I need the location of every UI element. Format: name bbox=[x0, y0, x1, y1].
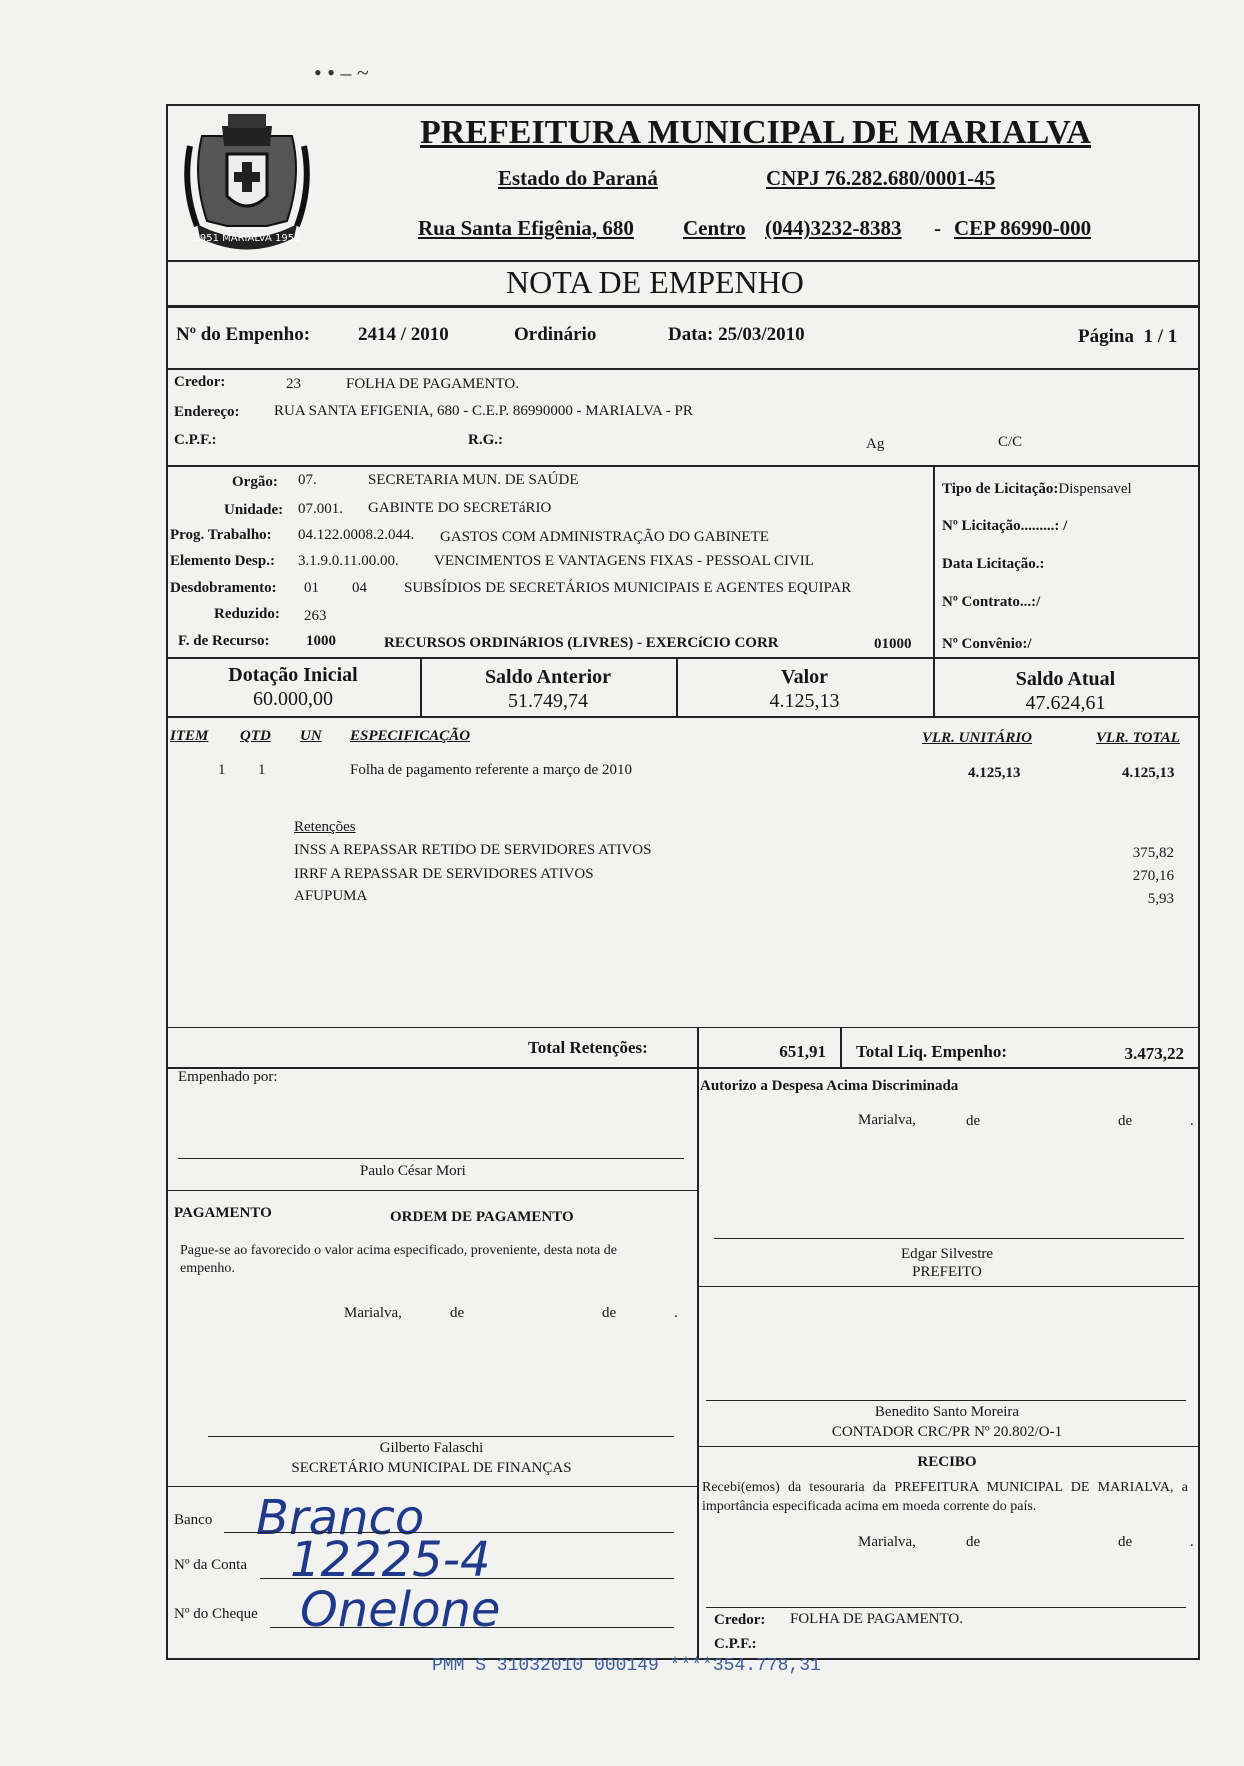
unidade-label: Unidade: bbox=[224, 502, 284, 518]
dotacao-label: Dotação Inicial bbox=[228, 664, 358, 686]
elemento-code: 3.1.9.0.11.00.00. bbox=[298, 553, 399, 569]
pague-text: Pague-se ao favorecido o valor acima especificado, proveniente, desta nota de empenho. bbox=[180, 1243, 617, 1276]
pagamento-label: PAGAMENTO bbox=[174, 1205, 272, 1221]
prog-name: GASTOS COM ADMINISTRAÇÃO DO GABINETE bbox=[440, 529, 769, 545]
recibo-de-2: de bbox=[1118, 1534, 1133, 1550]
recibo-credor-value: FOLHA DE PAGAMENTO. bbox=[790, 1611, 963, 1627]
recibo-city: Marialva, bbox=[858, 1534, 916, 1550]
reduzido-label: Reduzido: bbox=[214, 606, 280, 622]
ag-label: Ag bbox=[866, 436, 885, 452]
divider bbox=[166, 465, 1198, 467]
divider bbox=[166, 716, 1198, 718]
conta-handwritten: 12225-4 bbox=[290, 1532, 491, 1588]
prog-label: Prog. Trabalho: bbox=[170, 527, 272, 543]
cheque-handwritten: Onelone bbox=[300, 1582, 501, 1638]
prefeito-title: PREFEITO bbox=[912, 1264, 982, 1280]
orgao-name: SECRETARIA MUN. DE SAÚDE bbox=[368, 472, 579, 488]
autorizo-text: Autorizo a Despesa Acima Discriminada bbox=[700, 1078, 959, 1094]
orgao-code: 07. bbox=[298, 472, 317, 488]
empenhador-name: Paulo César Mori bbox=[360, 1163, 466, 1179]
recibo-cpf-label: C.P.F.: bbox=[714, 1636, 757, 1652]
recibo-text: Recebi(emos) da tesouraria da PREFEITURA MUNICIPAL DE MARIALVA, a importância especificada acima em moeda corrente do país. bbox=[702, 1480, 1188, 1514]
signature-line bbox=[714, 1238, 1184, 1239]
divider bbox=[166, 1027, 1198, 1028]
divider bbox=[697, 1067, 699, 1658]
cpf-label: C.P.F.: bbox=[174, 432, 217, 448]
total-liq-label: Total Liq. Empenho: bbox=[856, 1042, 1007, 1061]
elemento-name: VENCIMENTOS E VANTAGENS FIXAS - PESSOAL CIVIL bbox=[434, 553, 814, 569]
total-retencoes-label: Total Retenções: bbox=[528, 1038, 648, 1057]
numero-licitacao: Nº Licitação.........: / bbox=[942, 518, 1068, 534]
scan-mark: • • – ~ bbox=[314, 60, 369, 85]
autorizo-de-1: de bbox=[966, 1113, 981, 1129]
org-title: PREFEITURA MUNICIPAL DE MARIALVA bbox=[420, 114, 1091, 151]
divider bbox=[166, 305, 1198, 308]
desdobramento-name: SUBSÍDIOS DE SECRETÁRIOS MUNICIPAIS E AGENTES EQUIPAR bbox=[404, 580, 852, 596]
field-line bbox=[260, 1578, 674, 1579]
empenho-date: Data: 25/03/2010 bbox=[668, 324, 805, 345]
divider bbox=[933, 465, 935, 658]
saldo-atual-value: 47.624,61 bbox=[1025, 692, 1106, 714]
col-un: UN bbox=[300, 728, 322, 744]
col-item: ITEM bbox=[170, 728, 209, 744]
valor-value: 4.125,13 bbox=[769, 690, 840, 712]
retencao-value: 375,82 bbox=[1132, 845, 1174, 861]
banco-label: Banco bbox=[174, 1512, 213, 1528]
item-number: 1 bbox=[218, 762, 226, 778]
numero-convenio: Nº Convênio:/ bbox=[942, 636, 1032, 652]
state-name: Estado do Paraná bbox=[498, 166, 658, 190]
recurso-name: RECURSOS ORDINáRIOS (LIVRES) - EXERCíCIO CORR bbox=[384, 635, 779, 651]
signature-line bbox=[178, 1158, 684, 1159]
pagamento-de-2: de bbox=[602, 1305, 617, 1321]
credor-label: Credor: bbox=[174, 374, 226, 390]
banco-handwritten: Branco bbox=[256, 1490, 425, 1546]
rg-label: R.G.: bbox=[468, 432, 503, 448]
conta-label: Nº da Conta bbox=[174, 1557, 247, 1573]
retencao-desc: IRRF A REPASSAR DE SERVIDORES ATIVOS bbox=[294, 866, 594, 882]
credor-name: FOLHA DE PAGAMENTO. bbox=[346, 376, 519, 392]
elemento-label: Elemento Desp.: bbox=[170, 553, 275, 569]
orgao-label: Orgão: bbox=[232, 474, 278, 490]
tipo-licitacao-value: Dispensavel bbox=[1058, 481, 1132, 497]
financas-name: Gilberto Falaschi bbox=[379, 1440, 484, 1456]
recurso-code: 1000 bbox=[306, 633, 336, 649]
saldo-anterior-value: 51.749,74 bbox=[508, 690, 588, 712]
numero-contrato: Nº Contrato...:/ bbox=[942, 594, 1041, 610]
prefeito-name: Edgar Silvestre bbox=[900, 1246, 994, 1262]
recibo-de-1: de bbox=[966, 1534, 981, 1550]
saldo-anterior-label: Saldo Anterior bbox=[484, 666, 612, 688]
recibo-title: RECIBO bbox=[917, 1454, 977, 1470]
divider bbox=[697, 1027, 699, 1067]
cc-label: C/C bbox=[998, 434, 1023, 450]
divider bbox=[166, 368, 1198, 370]
dotacao-value: 60.000,00 bbox=[253, 688, 333, 710]
data-licitacao: Data Licitação.: bbox=[942, 556, 1045, 572]
retencao-desc: AFUPUMA bbox=[294, 888, 368, 904]
reduzido-value: 263 bbox=[304, 608, 327, 624]
col-qtd: QTD bbox=[240, 728, 271, 744]
recibo-credor-label: Credor: bbox=[714, 1612, 766, 1628]
svg-text:1951 MARIALVA 1952: 1951 MARIALVA 1952 bbox=[193, 233, 301, 244]
desdobramento-code1: 01 bbox=[304, 580, 319, 596]
autorizo-dot: . bbox=[1190, 1113, 1194, 1129]
desdobramento-code2: 04 bbox=[352, 580, 367, 596]
empenhado-por-label: Empenhado por: bbox=[178, 1069, 278, 1085]
saldo-atual-label: Saldo Atual bbox=[1015, 668, 1116, 690]
item-especificacao: Folha de pagamento referente a março de 2010 bbox=[350, 762, 632, 778]
pagamento-dot: . bbox=[674, 1305, 678, 1321]
item-vlr-unitario: 4.125,13 bbox=[968, 765, 1021, 781]
divider bbox=[166, 1190, 697, 1191]
retencao-value: 270,16 bbox=[1132, 868, 1174, 884]
divider bbox=[166, 1067, 1198, 1069]
retencao-value: 5,93 bbox=[1147, 891, 1174, 907]
recibo-dot: . bbox=[1190, 1534, 1194, 1550]
divider bbox=[697, 1286, 1198, 1287]
col-vlr-unitario: VLR. UNITÁRIO bbox=[922, 730, 1033, 746]
recurso-label: F. de Recurso: bbox=[178, 633, 270, 649]
pagamento-de-1: de bbox=[450, 1305, 465, 1321]
empenho-number: 2414 / 2010 bbox=[358, 324, 449, 345]
contador-name: Benedito Santo Moreira bbox=[874, 1404, 1020, 1420]
empenho-type: Ordinário bbox=[514, 324, 597, 345]
financas-title: SECRETÁRIO MUNICIPAL DE FINANÇAS bbox=[291, 1460, 572, 1476]
col-vlr-total: VLR. TOTAL bbox=[1096, 730, 1180, 746]
signature-line bbox=[706, 1400, 1186, 1401]
total-retencoes-value: 651,91 bbox=[779, 1042, 826, 1061]
unidade-code: 07.001. bbox=[298, 501, 343, 517]
cnpj: CNPJ 76.282.680/0001-45 bbox=[766, 166, 996, 190]
credor-code: 23 bbox=[286, 376, 301, 392]
address-street: Rua Santa Efigênia, 680 bbox=[418, 216, 634, 240]
divider bbox=[166, 657, 1198, 659]
retencoes-title: Retenções bbox=[294, 819, 356, 835]
divider bbox=[166, 1486, 697, 1487]
coat-of-arms-logo bbox=[182, 106, 312, 256]
col-especificacao: ESPECIFICAÇÃO bbox=[350, 728, 471, 744]
field-line bbox=[270, 1627, 674, 1628]
recurso-code2: 01000 bbox=[874, 636, 912, 652]
dash: - bbox=[934, 216, 941, 240]
pagamento-city: Marialva, bbox=[344, 1305, 402, 1321]
ordem-pagamento-label: ORDEM DE PAGAMENTO bbox=[390, 1209, 574, 1225]
phone: (044)3232-8383 bbox=[765, 216, 902, 240]
autorizo-city: Marialva, bbox=[858, 1112, 916, 1128]
retencao-desc: INSS A REPASSAR RETIDO DE SERVIDORES ATIVOS bbox=[294, 842, 652, 858]
contador-title: CONTADOR CRC/PR Nº 20.802/O-1 bbox=[831, 1424, 1063, 1440]
total-liq-value: 3.473,22 bbox=[1124, 1044, 1184, 1063]
empenho-label: Nº do Empenho: bbox=[176, 324, 311, 345]
endereco-value: RUA SANTA EFIGENIA, 680 - C.E.P. 86990000 - MARIALVA - PR bbox=[274, 403, 693, 419]
unidade-name: GABINTE DO SECRETáRIO bbox=[368, 500, 552, 516]
autorizo-de-2: de bbox=[1118, 1113, 1133, 1129]
valor-label: Valor bbox=[780, 666, 829, 688]
page-number: Página 1 / 1 bbox=[1078, 326, 1178, 347]
divider bbox=[166, 260, 1198, 262]
endereco-label: Endereço: bbox=[174, 404, 240, 420]
tipo-licitacao-label: Tipo de Licitação: bbox=[942, 481, 1059, 497]
tipo-licitacao bbox=[942, 481, 1132, 498]
cep: CEP 86990-000 bbox=[954, 216, 1092, 240]
item-qtd: 1 bbox=[258, 762, 266, 778]
document-title: NOTA DE EMPENHO bbox=[506, 264, 804, 300]
address-district: Centro bbox=[683, 216, 746, 240]
item-vlr-total: 4.125,13 bbox=[1122, 765, 1175, 781]
divider bbox=[840, 1027, 842, 1067]
cheque-label: Nº do Cheque bbox=[174, 1606, 258, 1622]
desdobramento-label: Desdobramento: bbox=[170, 580, 277, 596]
signature-line bbox=[706, 1607, 1186, 1608]
divider bbox=[697, 1446, 1198, 1447]
bank-stamp: PMM S 31032010 000149 ****354.778,31 bbox=[432, 1656, 821, 1676]
prog-code: 04.122.0008.2.044. bbox=[298, 527, 415, 543]
signature-line bbox=[208, 1436, 674, 1437]
